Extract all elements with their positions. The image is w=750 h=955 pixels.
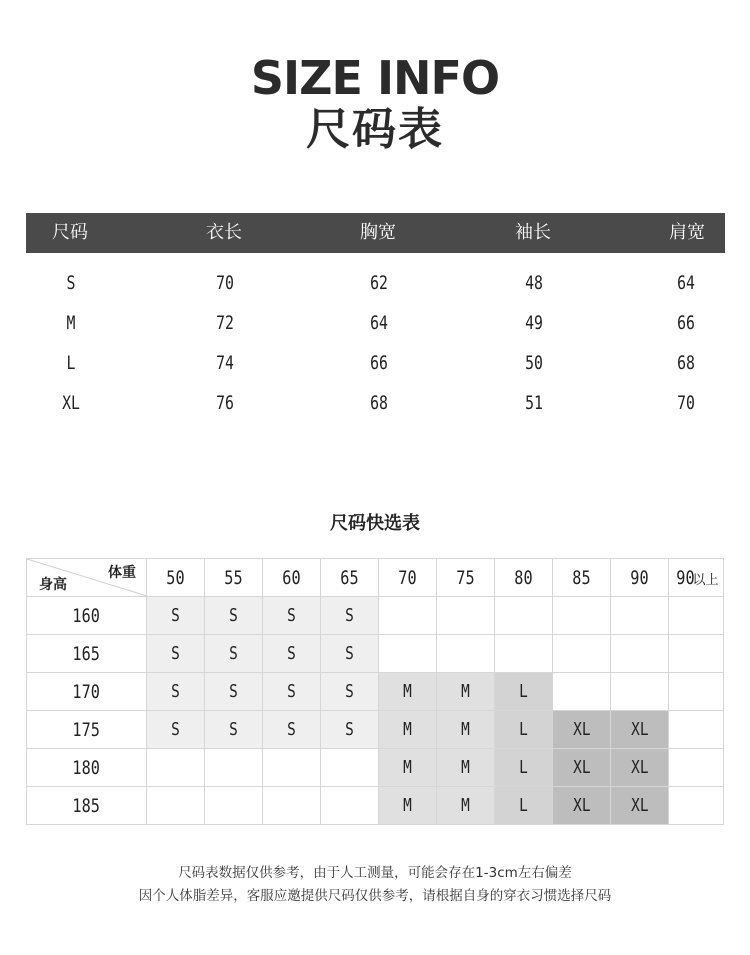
size-pick-cell: [379, 635, 437, 673]
corner-weight-label: 体重: [108, 565, 136, 581]
size-pick-value: S: [287, 605, 296, 626]
size-cell: 62: [370, 272, 388, 294]
size-cell: 66: [370, 352, 388, 374]
weight-value: 50: [166, 566, 185, 589]
size-pick-value: S: [345, 681, 354, 702]
size-row: [0, 263, 750, 303]
notes: [0, 862, 750, 908]
size-pick-value: M: [461, 757, 470, 778]
size-pick-value: L: [519, 719, 528, 740]
weight-header-cell: [263, 559, 321, 597]
size-pick-cell: [437, 673, 495, 711]
weight-value: 80: [514, 566, 533, 589]
size-pick-cell: [611, 597, 669, 635]
size-pick-cell: [321, 787, 379, 825]
header-chest: 胸宽: [360, 222, 396, 243]
size-pick-cell: [147, 597, 205, 635]
size-pick-cell: [669, 749, 724, 787]
size-pick-cell: [437, 711, 495, 749]
quick-pick-title: 尺码快选表: [330, 513, 420, 534]
height-value: 160: [72, 604, 101, 627]
weight-header-cell: [495, 559, 553, 597]
header-sleeve: 袖长: [515, 222, 551, 243]
size-pick-cell: [263, 749, 321, 787]
size-pick-value: S: [171, 681, 180, 702]
corner-cell: [27, 559, 147, 597]
size-row: [0, 383, 750, 423]
size-pick-cell: [379, 711, 437, 749]
note-line-1: 尺码表数据仅供参考，由于人工测量，可能会存在1-3cm左右偏差: [178, 865, 572, 881]
size-pick-value: M: [403, 757, 412, 778]
weight-suffix: 以上: [692, 572, 719, 588]
size-pick-value: S: [171, 719, 180, 740]
size-pick-value: S: [229, 719, 238, 740]
size-pick-cell: [437, 597, 495, 635]
height-row: [27, 635, 724, 673]
size-pick-value: XL: [572, 719, 591, 740]
weight-value: 75: [456, 566, 475, 589]
weight-header-cell: [147, 559, 205, 597]
size-pick-value: L: [519, 757, 528, 778]
size-pick-cell: [321, 673, 379, 711]
size-pick-value: XL: [630, 719, 649, 740]
size-pick-cell: [205, 711, 263, 749]
size-cell: 48: [525, 272, 543, 294]
weight-header-cell: [379, 559, 437, 597]
size-pick-cell: [263, 635, 321, 673]
size-pick-cell: [669, 673, 724, 711]
size-pick-value: M: [461, 719, 470, 740]
height-cell: [27, 711, 147, 749]
size-pick-value: S: [345, 719, 354, 740]
size-pick-cell: [553, 673, 611, 711]
weight-header-cell: [205, 559, 263, 597]
height-cell: [27, 787, 147, 825]
size-pick-value: S: [171, 605, 180, 626]
size-pick-cell: [321, 749, 379, 787]
size-pick-cell: [611, 711, 669, 749]
title-chinese: 尺码表: [306, 104, 444, 155]
size-cell: M: [66, 312, 76, 334]
size-table-body: [0, 263, 750, 423]
size-cell: 70: [677, 392, 695, 414]
size-pick-cell: [205, 597, 263, 635]
height-value: 185: [72, 794, 101, 817]
size-pick-value: M: [403, 719, 412, 740]
size-pick-cell: [379, 597, 437, 635]
size-pick-cell: [147, 749, 205, 787]
weight-value: 90: [630, 566, 649, 589]
size-pick-cell: [495, 673, 553, 711]
height-value: 175: [72, 718, 101, 741]
size-cell: XL: [62, 392, 80, 414]
height-cell: [27, 749, 147, 787]
size-pick-cell: [263, 787, 321, 825]
weight-header-cell: [553, 559, 611, 597]
size-pick-cell: [321, 635, 379, 673]
size-pick-cell: [611, 635, 669, 673]
size-pick-value: S: [345, 605, 354, 626]
size-pick-cell: [669, 787, 724, 825]
size-pick-value: S: [229, 681, 238, 702]
size-pick-cell: [495, 787, 553, 825]
size-pick-value: S: [345, 643, 354, 664]
weight-value-last: 90: [675, 566, 695, 589]
size-pick-value: S: [287, 681, 296, 702]
size-pick-value: M: [461, 795, 470, 816]
note-line-2: 因个人体脂差异，客服应邀提供尺码仅供参考，请根据自身的穿衣习惯选择尺码: [138, 888, 612, 904]
size-cell: 66: [677, 312, 695, 334]
size-pick-cell: [495, 635, 553, 673]
size-pick-value: M: [461, 681, 470, 702]
size-row: [0, 303, 750, 343]
size-pick-cell: [147, 787, 205, 825]
size-pick-cell: [669, 597, 724, 635]
header-size: 尺码: [52, 222, 88, 243]
size-pick-cell: [205, 749, 263, 787]
size-pick-cell: [263, 673, 321, 711]
size-table-header: [26, 213, 725, 253]
size-pick-cell: [611, 787, 669, 825]
size-pick-cell: [437, 749, 495, 787]
size-pick-value: S: [287, 643, 296, 664]
size-cell: S: [66, 272, 76, 294]
size-pick-cell: [495, 749, 553, 787]
size-pick-cell: [611, 673, 669, 711]
height-row: [27, 749, 724, 787]
weight-header-cell: [611, 559, 669, 597]
header-length: 衣长: [206, 222, 242, 243]
size-cell: 68: [677, 352, 695, 374]
size-pick-value: S: [171, 643, 180, 664]
size-pick-cell: [379, 749, 437, 787]
weight-value: 70: [398, 566, 417, 589]
size-pick-value: L: [519, 681, 528, 702]
size-pick-value: M: [403, 681, 412, 702]
weight-value: 60: [282, 566, 301, 589]
quick-pick-table: [26, 558, 724, 825]
size-cell: 74: [216, 352, 234, 374]
size-pick-cell: [611, 749, 669, 787]
size-pick-cell: [437, 787, 495, 825]
weight-header-cell-last: [669, 559, 724, 597]
height-cell: [27, 597, 147, 635]
size-pick-cell: [553, 749, 611, 787]
header-shoulder: 肩宽: [669, 222, 705, 243]
size-pick-cell: [553, 711, 611, 749]
height-cell: [27, 635, 147, 673]
size-pick-value: S: [229, 605, 238, 626]
corner-height-label: 身高: [39, 577, 67, 593]
weight-header-row: [27, 559, 724, 597]
height-cell: [27, 673, 147, 711]
size-pick-cell: [669, 635, 724, 673]
size-cell: 64: [370, 312, 388, 334]
size-pick-value: XL: [572, 757, 591, 778]
size-cell: 76: [216, 392, 234, 414]
size-cell: 51: [525, 392, 543, 414]
weight-value: 55: [224, 566, 243, 589]
size-cell: 70: [216, 272, 234, 294]
size-row: [0, 343, 750, 383]
height-row: [27, 673, 724, 711]
size-pick-value: XL: [630, 757, 649, 778]
size-pick-cell: [263, 711, 321, 749]
size-pick-value: XL: [630, 795, 649, 816]
weight-value: 85: [572, 566, 591, 589]
weight-header-cell: [321, 559, 379, 597]
size-pick-cell: [205, 673, 263, 711]
height-value: 180: [72, 756, 101, 779]
size-pick-cell: [379, 673, 437, 711]
height-row: [27, 787, 724, 825]
size-pick-cell: [147, 711, 205, 749]
size-pick-cell: [321, 711, 379, 749]
size-pick-cell: [553, 597, 611, 635]
height-value: 165: [72, 642, 101, 665]
size-cell: 64: [677, 272, 695, 294]
weight-value: 65: [340, 566, 359, 589]
size-pick-cell: [147, 635, 205, 673]
size-cell: 49: [525, 312, 543, 334]
size-pick-value: S: [287, 719, 296, 740]
height-row: [27, 711, 724, 749]
size-pick-cell: [205, 635, 263, 673]
size-pick-cell: [553, 635, 611, 673]
size-pick-value: L: [519, 795, 528, 816]
size-cell: L: [66, 352, 76, 374]
height-row: [27, 597, 724, 635]
size-pick-value: M: [403, 795, 412, 816]
size-pick-cell: [263, 597, 321, 635]
size-pick-cell: [553, 787, 611, 825]
size-pick-cell: [147, 673, 205, 711]
size-pick-cell: [379, 787, 437, 825]
size-cell: 68: [370, 392, 388, 414]
size-pick-cell: [495, 711, 553, 749]
size-pick-value: XL: [572, 795, 591, 816]
size-cell: 72: [216, 312, 234, 334]
size-pick-cell: [321, 597, 379, 635]
size-pick-cell: [669, 711, 724, 749]
size-pick-value: S: [229, 643, 238, 664]
height-value: 170: [72, 680, 101, 703]
size-pick-cell: [495, 597, 553, 635]
size-cell: 50: [525, 352, 543, 374]
weight-header-cell: [437, 559, 495, 597]
size-pick-cell: [437, 635, 495, 673]
size-pick-cell: [205, 787, 263, 825]
title-english: SIZE INFO: [250, 51, 500, 105]
